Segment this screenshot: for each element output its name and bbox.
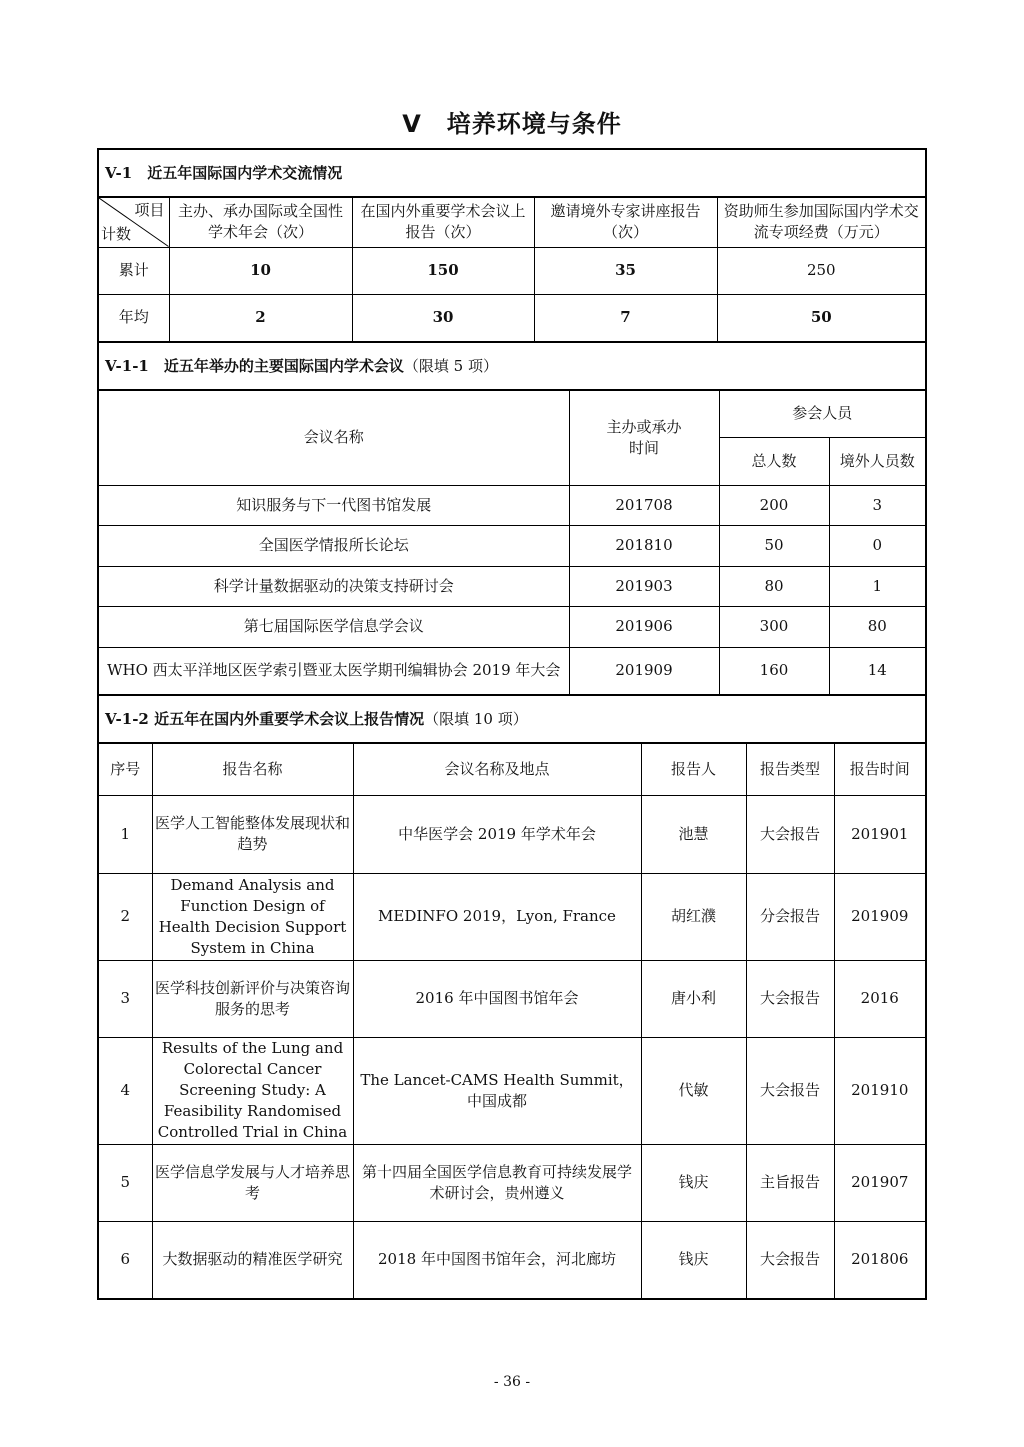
total-attendees: 80 (719, 566, 829, 606)
table-row (99, 647, 925, 694)
report-type: 大会报告 (746, 1221, 834, 1298)
foreign-attendees: 0 (829, 525, 925, 566)
column-header: 资助师生参加国际国内学术交流专项经费（万元） (717, 197, 925, 247)
row-label: 年均 (99, 294, 169, 341)
speaker: 唐小利 (641, 960, 746, 1037)
column-header: 报告时间 (834, 743, 925, 795)
document-frame (97, 148, 927, 1300)
report-title: 医学信息学发展与人才培养思考 (152, 1144, 353, 1221)
exchange-summary-table (99, 150, 925, 341)
speaker: 钱庆 (641, 1144, 746, 1221)
column-header: 境外人员数 (829, 437, 925, 485)
section-title: V-1-1 近五年举办的主要国际国内学术会议 (105, 356, 404, 375)
corner-label-item: 项目 (134, 201, 165, 219)
conference-name: WHO 西太平洋地区医学索引暨亚太医学期刊编辑协会 2019 年大会 (99, 647, 569, 694)
report-time: 201806 (834, 1221, 925, 1298)
foreign-attendees: 3 (829, 485, 925, 525)
conference-hosted-table (99, 341, 925, 694)
cell-value: 10 (169, 247, 352, 294)
report-type: 大会报告 (746, 1037, 834, 1144)
cell-value: 150 (352, 247, 534, 294)
table-row (99, 247, 925, 294)
conference-time: 201810 (569, 525, 719, 566)
report-type: 大会报告 (746, 960, 834, 1037)
table-row (99, 960, 925, 1037)
total-attendees: 200 (719, 485, 829, 525)
report-title: Demand Analysis and Function Design of Health Decision Support System in China (152, 873, 353, 960)
foreign-attendees: 1 (829, 566, 925, 606)
speaker: 胡红濮 (641, 873, 746, 960)
table-row (99, 606, 925, 647)
meeting-location: 2018 年中国图书馆年会，河北廊坊 (353, 1221, 641, 1298)
column-header: 会议名称及地点 (353, 743, 641, 795)
report-title: Results of the Lung and Colorectal Cancer Screening Study: A Feasibility Randomised Controlled Trial in China (152, 1037, 353, 1144)
conference-time: 201708 (569, 485, 719, 525)
table-row (99, 294, 925, 341)
report-time: 201907 (834, 1144, 925, 1221)
report-title: 医学科技创新评价与决策咨询服务的思考 (152, 960, 353, 1037)
section-note: （限填 5 项） (403, 356, 498, 375)
conference-name: 第七届国际医学信息学会议 (99, 606, 569, 647)
corner-header (99, 197, 169, 247)
column-header: 序号 (99, 743, 152, 795)
report-time: 2016 (834, 960, 925, 1037)
column-header: 报告人 (641, 743, 746, 795)
page-title: V 培养环境与条件 (402, 110, 622, 138)
row-number: 1 (99, 795, 152, 873)
report-table (99, 694, 925, 1298)
cell-value: 2 (169, 294, 352, 341)
speaker: 池慧 (641, 795, 746, 873)
conference-time: 201909 (569, 647, 719, 694)
foreign-attendees: 80 (829, 606, 925, 647)
column-header: 总人数 (719, 437, 829, 485)
report-type: 分会报告 (746, 873, 834, 960)
conference-time: 201906 (569, 606, 719, 647)
report-title: 大数据驱动的精准医学研究 (152, 1221, 353, 1298)
column-header: 报告类型 (746, 743, 834, 795)
meeting-location: 2016 年中国图书馆年会 (353, 960, 641, 1037)
conference-name: 科学计量数据驱动的决策支持研讨会 (99, 566, 569, 606)
total-attendees: 50 (719, 525, 829, 566)
meeting-location: MEDINFO 2019，Lyon, France (353, 873, 641, 960)
table-row (99, 1144, 925, 1221)
total-attendees: 160 (719, 647, 829, 694)
column-header: 参会人员 (719, 390, 925, 437)
meeting-location: 第十四届全国医学信息教育可持续发展学术研讨会，贵州遵义 (353, 1144, 641, 1221)
cell-value: 250 (717, 247, 925, 294)
report-time: 201909 (834, 873, 925, 960)
speaker: 代敏 (641, 1037, 746, 1144)
table-row (99, 873, 925, 960)
conference-time: 201903 (569, 566, 719, 606)
speaker: 钱庆 (641, 1221, 746, 1298)
row-number: 2 (99, 873, 152, 960)
report-title: 医学人工智能整体发展现状和趋势 (152, 795, 353, 873)
conference-name: 全国医学情报所长论坛 (99, 525, 569, 566)
corner-label-count: 计数 (101, 224, 132, 243)
report-type: 大会报告 (746, 795, 834, 873)
column-header: 主办、承办国际或全国性学术年会（次） (169, 197, 352, 247)
total-attendees: 300 (719, 606, 829, 647)
report-time: 201910 (834, 1037, 925, 1144)
meeting-location: 中华医学会 2019 年学术年会 (353, 795, 641, 873)
row-label: 累计 (99, 247, 169, 294)
table-row (99, 525, 925, 566)
table-row (99, 1037, 925, 1144)
section-title: V-1-2 近五年在国内外重要学术会议上报告情况 (105, 709, 425, 728)
table-row (99, 566, 925, 606)
column-header: 主办或承办时间 (569, 390, 719, 485)
section-heading-v1-2 (99, 695, 925, 743)
row-number: 4 (99, 1037, 152, 1144)
cell-value: 35 (534, 247, 717, 294)
column-header: 在国内外重要学术会议上报告（次） (352, 197, 534, 247)
conference-name: 知识服务与下一代图书馆发展 (99, 485, 569, 525)
foreign-attendees: 14 (829, 647, 925, 694)
section-heading-v1: V-1 近五年国际国内学术交流情况 (99, 150, 925, 197)
table-row (99, 795, 925, 873)
cell-value: 30 (352, 294, 534, 341)
table-row (99, 1221, 925, 1298)
report-type: 主旨报告 (746, 1144, 834, 1221)
meeting-location: The Lancet-CAMS Health Summit，中国成都 (353, 1037, 641, 1144)
cell-value: 50 (717, 294, 925, 341)
cell-value: 7 (534, 294, 717, 341)
table-row (99, 485, 925, 525)
column-header: 报告名称 (152, 743, 353, 795)
page-number: - 36 - (493, 1374, 531, 1390)
row-number: 3 (99, 960, 152, 1037)
column-header: 邀请境外专家讲座报告（次） (534, 197, 717, 247)
row-number: 5 (99, 1144, 152, 1221)
row-number: 6 (99, 1221, 152, 1298)
report-time: 201901 (834, 795, 925, 873)
section-note: （限填 10 项） (424, 709, 528, 728)
column-header: 会议名称 (99, 390, 569, 485)
section-heading-v1-1 (99, 342, 925, 390)
